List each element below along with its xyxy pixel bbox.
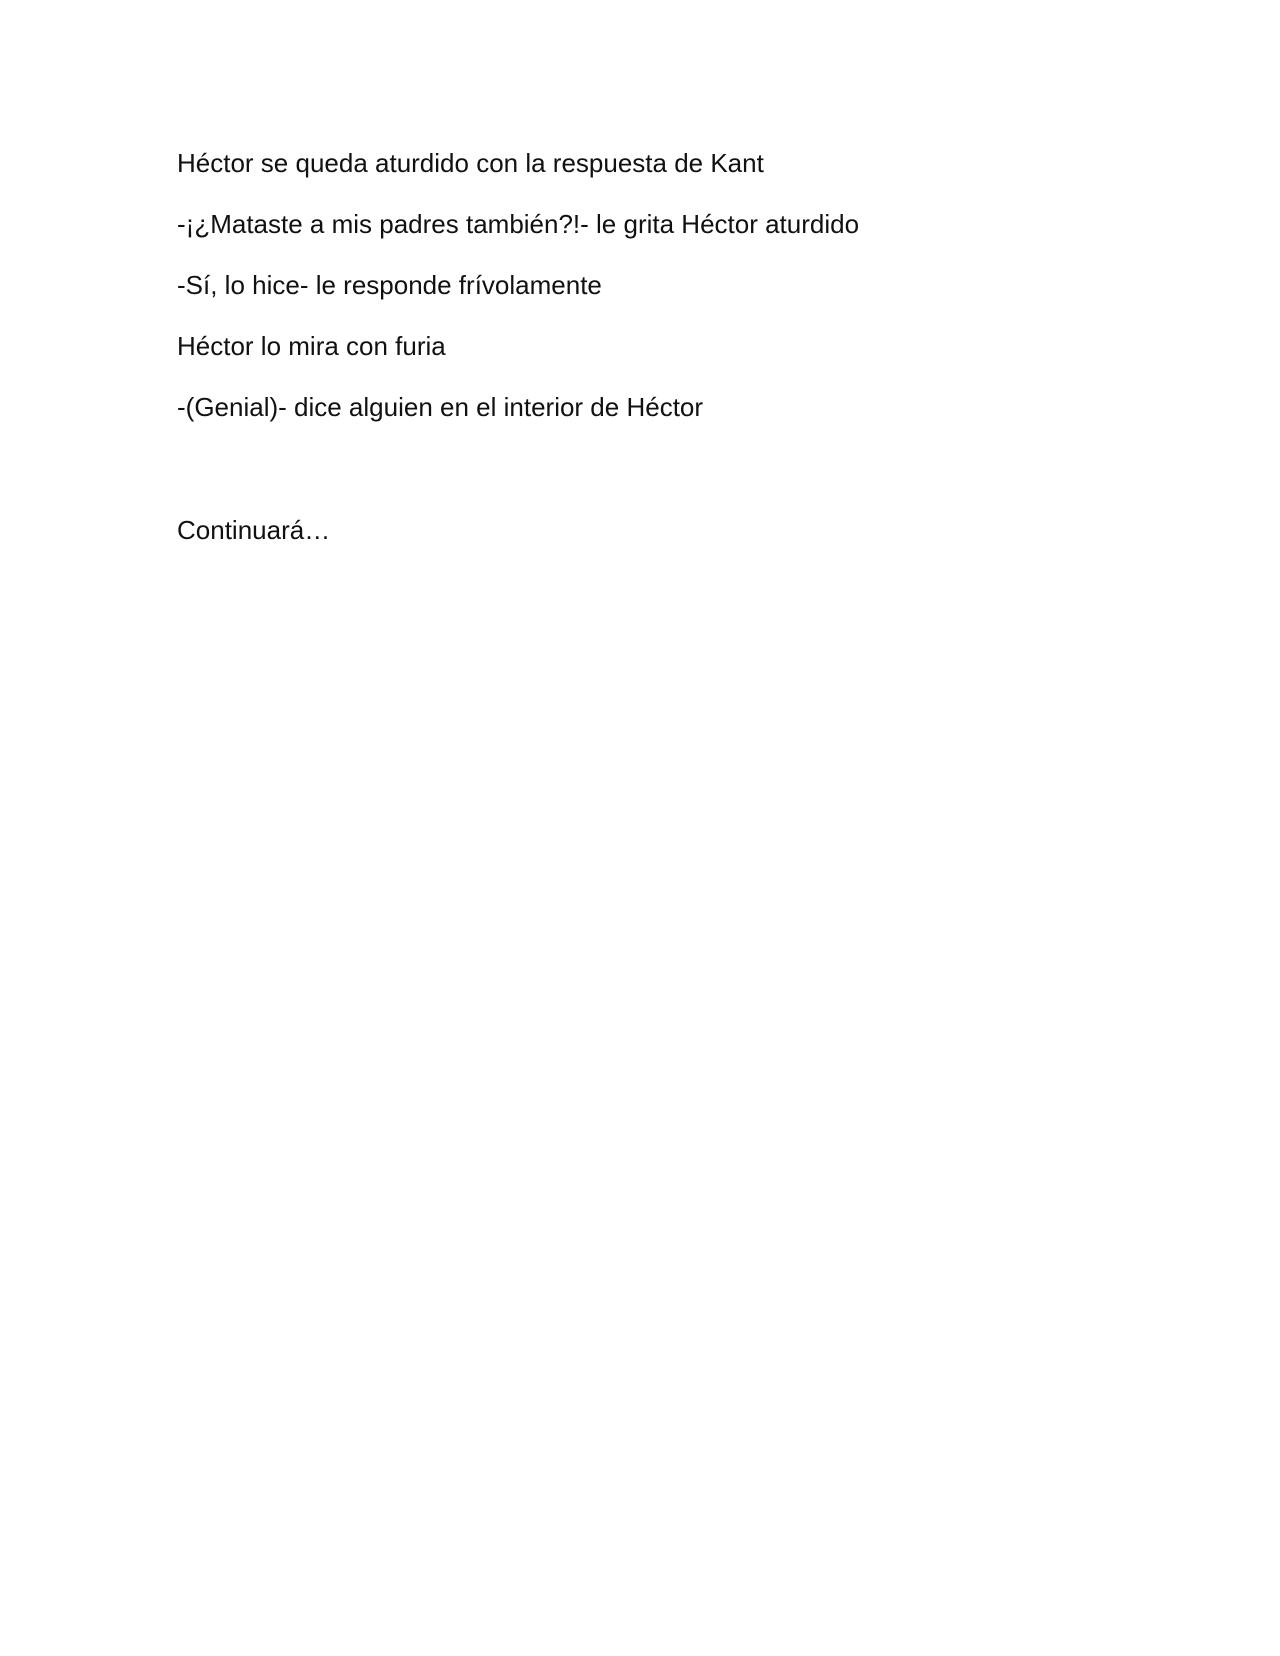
- paragraph-dialogue-1: -¡¿Mataste a mis padres también?!- le grita Héctor aturdido: [177, 209, 860, 239]
- paragraph-continued: Continuará…: [177, 515, 331, 545]
- paragraph-dialogue-2: -Sí, lo hice- le responde frívolamente: [177, 270, 602, 300]
- story-text: [177, 146, 1157, 547]
- paragraph-dialogue-3: -(Genial)- dice alguien en el interior de Héctor: [177, 392, 704, 422]
- paragraph-narration-2: Héctor lo mira con furia: [177, 331, 446, 361]
- paragraph-narration-1: Héctor se queda aturdido con la respuesta de Kant: [177, 148, 764, 178]
